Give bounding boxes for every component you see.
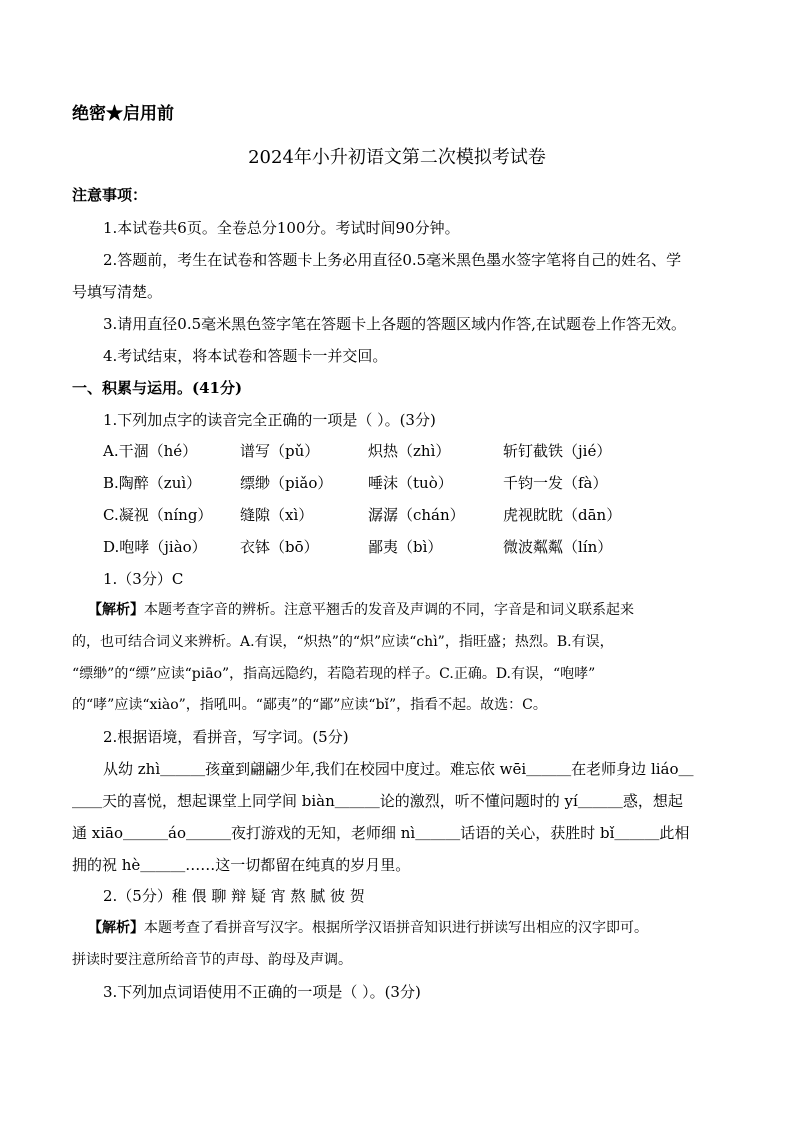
option-d-word: 鄙夷（bì）	[368, 538, 443, 556]
notes-heading: 注意事项：	[72, 186, 148, 204]
option-c-word: 潺潺（chán）	[368, 506, 465, 524]
option-c-word: 缝隙（xì）	[240, 506, 314, 524]
option-a-word: 谱写（pǔ）	[240, 442, 320, 460]
analysis-line: 的，也可结合词义来辨析。A.有误，“炽热”的“炽”应读“chì”，指旺盛；热烈。B.有误，	[72, 634, 614, 650]
question-2-analysis	[88, 918, 648, 938]
page-title: 2024年小升初语文第二次模拟考试卷	[248, 147, 546, 168]
confidential-label: 绝密★启用前	[72, 104, 174, 124]
note-item: 号填写清楚。	[72, 283, 163, 301]
option-c: C.凝视（níng）	[103, 506, 213, 524]
analysis-text: 本题考查了看拼音写汉字。根据所学汉语拼音知识进行拼读写出相应的汉字即可。	[144, 920, 648, 936]
question-1-answer: 1.（3分）C	[103, 570, 184, 588]
question-3-stem: 3.下列加点词语使用不正确的一项是（ ）。(3分)	[103, 983, 421, 1001]
question-1-analysis	[88, 600, 634, 620]
analysis-line: “缥缈”的“缥”应读“piāo”，指高远隐约，若隐若现的样子。C.正确。D.有误，“咆哮”	[72, 666, 596, 682]
option-b-word: 千钧一发（fà）	[503, 474, 608, 492]
question-2-answer: 2.（5分）稚 偎 聊 辩 疑 宵 熬 腻 彼 贺	[103, 887, 365, 905]
analysis-tag: 【解析】	[88, 602, 144, 618]
option-a-word: 炽热（zhì）	[368, 442, 451, 460]
note-item: 3.请用直径0.5毫米黑色签字笔在答题卡上各题的答题区域内作答,在试题卷上作答无效。	[103, 315, 686, 333]
option-a: A.干涸（hé）	[103, 442, 198, 460]
option-d-word: 微波粼粼（lín）	[503, 538, 613, 556]
option-c-word: 虎视眈眈（dān）	[503, 506, 622, 524]
option-a-word: 斩钉截铁（jié）	[503, 442, 612, 460]
analysis-line: 拼读时要注意所给音节的声母、韵母及声调。	[72, 952, 352, 968]
question-2-passage-line: ＿＿天的喜悦，想起课堂上同学间 biàn＿＿＿论的激烈，听不懂问题时的 yí＿＿＿惑，想起	[72, 792, 683, 810]
question-2-passage-line: 拥的祝 hè＿＿＿……这一切都留在纯真的岁月里。	[72, 856, 411, 874]
note-item: 1.本试卷共6页。全卷总分100分。考试时间90分钟。	[103, 219, 460, 237]
analysis-text: 本题考查字音的辨析。注意平翘舌的发音及声调的不同，字音是和词义联系起来	[144, 602, 634, 618]
analysis-tag: 【解析】	[88, 920, 144, 936]
option-b: B.陶醉（zuì）	[103, 474, 202, 492]
question-2-passage-line: 从幼 zhì＿＿＿孩童到翩翩少年,我们在校园中度过。难忘依 wēi＿＿＿在老师身边 liáo＿	[103, 760, 694, 778]
option-d: D.咆哮（jiào）	[103, 538, 207, 556]
option-d-word: 衣钵（bō）	[240, 538, 319, 556]
note-item: 4.考试结束，将本试卷和答题卡一并交回。	[103, 347, 388, 365]
option-b-word: 唾沫（tuò）	[368, 474, 453, 492]
question-2-stem: 2.根据语境，看拼音，写字词。(5分)	[103, 728, 349, 746]
section-heading: 一、积累与运用。(41分)	[72, 379, 243, 397]
analysis-line: 的“哮”应读“xiào”，指吼叫。“鄙夷”的“鄙”应读“bǐ”，指看不起。故选：C。	[72, 697, 547, 713]
question-1-stem: 1.下列加点字的读音完全正确的一项是（ ）。(3分)	[103, 411, 436, 429]
option-b-word: 缥缈（piǎo）	[240, 474, 333, 492]
note-item: 2.答题前，考生在试卷和答题卡上务必用直径0.5毫米黑色墨水签字笔将自己的姓名、学	[103, 251, 682, 269]
question-2-passage-line: 通 xiāo＿＿＿áo＿＿＿夜打游戏的无知，老师细 nì＿＿＿话语的关心，获胜时 bǐ＿＿＿此相	[72, 824, 690, 842]
